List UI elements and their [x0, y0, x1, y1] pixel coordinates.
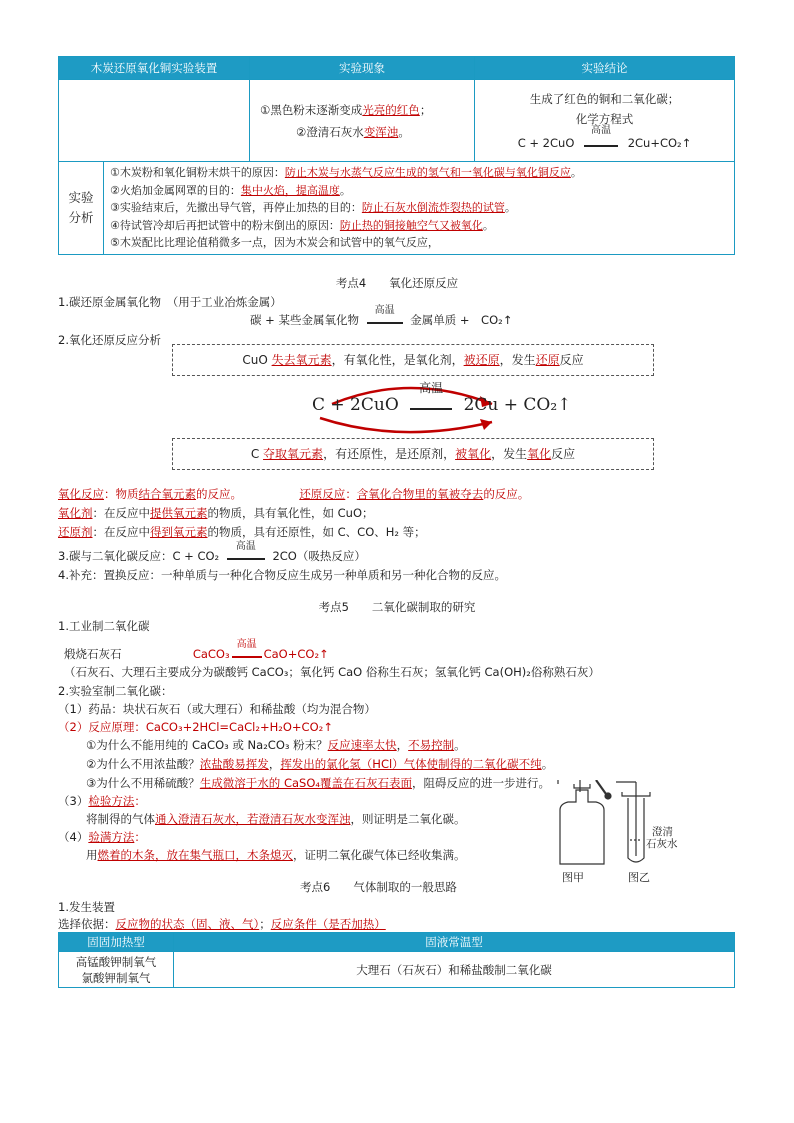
solid-liquid-cell: 大理石（石灰石）和稀盐酸制二氧化碳 [174, 952, 735, 988]
analysis-item: ④待试管冷却后再把试管中的粉末倒出的原因：防止热的铜接触空气又被氧化。 [110, 218, 494, 232]
fig2-label-line2: 石灰水 [646, 838, 678, 850]
header-phenomena: 实验现象 [250, 57, 475, 80]
kp6-s1: 1.发生装置 [58, 900, 115, 914]
def-oxidant: 氧化剂：在反应中提供氧元素的物质，具有氧化性，如 CuO； [58, 506, 374, 520]
fig2-label [646, 826, 678, 850]
kp4-s1-equation: 碳 + 某些金属氧化物 高温 金属单质 + CO₂↑ [250, 305, 513, 327]
kp4-s2: 2.氧化还原反应分析 [58, 333, 161, 347]
kp5-s3: （3）检验方法： [58, 794, 146, 808]
test-tube-figure [616, 782, 650, 862]
kclo3-oxygen: 氯酸钾制氧气 [81, 970, 151, 985]
header-conclusion: 实验结论 [475, 57, 735, 80]
kp5-title: 考点5 二氧化碳制取的研究 [318, 600, 476, 614]
analysis-item: ③实验结束后，先撤出导气管，再停止加热的目的：防止石灰水倒流炸裂热的试管。 [110, 201, 516, 214]
redox-equation: C + 2CuO 高温 2Cu + CO₂↑ [312, 381, 572, 415]
fig2-caption: 图乙 [628, 871, 650, 884]
def-reductant: 还原剂：在反应中得到氧元素的物质，具有还原性，如 C、CO、H₂ 等； [58, 525, 426, 539]
analysis-row [59, 162, 735, 255]
experiment-table [58, 56, 735, 255]
apparatus-cell [59, 80, 250, 162]
kp5-q1: ①为什么不能用纯的 CaCO₃ 或 Na₂CO₃ 粉末？反应速率太快，不易控制。 [86, 738, 466, 752]
kp4-s1: 1.碳还原金属氧化物 （用于工业冶炼金属） [58, 295, 282, 309]
kmno4-oxygen: 高锰酸钾制氧气 [75, 954, 157, 969]
kp4-s3: 3.碳与二氧化碳反应：C + CO₂ 高温 2CO（吸热反应） [58, 541, 366, 563]
kp5-s1a: 煅烧石灰石 CaCO₃ 高温 CaO+CO₂↑ [64, 639, 329, 661]
phenomenon-1: ①黑色粉末逐渐变成光亮的红色； [260, 102, 432, 117]
conclusion-cell [475, 80, 735, 162]
kp5-s4-text: 用燃着的木条，放在集气瓶口，木条熄灭，证明二氧化碳气体已经收集满。 [86, 848, 466, 862]
kp5-s4: （4）验满方法： [58, 830, 146, 844]
header-solid-heat: 固固加热型 [59, 933, 174, 952]
kp5-s2: 2.实验室制二氧化碳： [58, 684, 173, 698]
kp5-s2b: （2）反应原理：CaCO₃+2HCl=CaCl₂+H₂O+CO₂↑ [58, 720, 333, 734]
analysis-list [104, 162, 734, 254]
analysis-item: ①木炭粉和氧化铜粉末烘干的原因：防止木炭与水蒸气反应生成的氢气和一氧化碳与氧化铜反应。 [110, 166, 582, 179]
kp5-s3-text: 将制得的气体通入澄清石灰水，若澄清石灰水变浑浊，则证明是二氧化碳。 [86, 812, 466, 826]
kp4-title: 考点4 氧化还原反应 [335, 276, 459, 290]
kp6-title: 考点6 气体制取的一般思路 [300, 880, 457, 894]
kp5-s1b: （石灰石、大理石主要成分为碳酸钙 CaCO₃；氧化钙 CaO 俗称生石灰；氢氧化钙 Ca(OH)₂俗称熟石灰） [64, 665, 600, 679]
conclusion-line2: 化学方程式 [575, 111, 634, 126]
kp4-s4: 4.补充：置换反应：一种单质与一种化合物反应生成另一种单质和另一种化合物的反应。 [58, 568, 506, 582]
header-apparatus: 木炭还原氧化铜实验装置 [59, 57, 250, 80]
solid-heat-cell [59, 952, 174, 988]
def-oxidation: 氧化反应：物质结合氧元素的反应。 还原反应：含氧化合物里的氧被夺去的反应。 [58, 487, 530, 501]
reductant-box: C 夺取氧元素，有还原性，是还原剂，被氧化，发生氧化反应 [172, 438, 654, 470]
analysis-item: ②火焰加金属网罩的目的：集中火焰，提高温度。 [110, 183, 351, 197]
phenomenon-2: ②澄清石灰水变浑浊。 [296, 124, 410, 139]
kp5-s1: 1.工业制二氧化碳 [58, 619, 150, 633]
header-solid-liquid: 固液常温型 [174, 933, 735, 952]
kp5-q2: ②为什么不用浓盐酸？浓盐酸易挥发，挥发出的氯化氢（HCl）气体使制得的二氧化碳不纯。 [86, 757, 554, 771]
conclusion-equation: C + 2CuO 高温 2Cu+CO₂↑ [517, 124, 692, 150]
kp5-s2a: （1）药品：块状石灰石（或大理石）和稀盐酸（均为混合物） [58, 702, 376, 716]
gas-bottle-figure [558, 780, 611, 864]
kp6-s2: 选择依据：反应物的状态（固、液、气）；反应条件（是否加热） [58, 917, 386, 931]
oxidation-arrow [320, 418, 492, 432]
analysis-item: ⑤木炭配比比理论值稍微多一点，因为木炭会和试管中的氧气反应， [110, 236, 439, 249]
fig1-caption: 图甲 [562, 871, 584, 884]
apparatus-figures [552, 780, 724, 866]
oxidant-box: CuO 失去氧元素，有氧化性，是氧化剂，被还原，发生还原反应 [172, 344, 654, 376]
analysis-label: 实验分析 [59, 162, 104, 254]
phenomena-cell [250, 80, 475, 162]
device-table [58, 932, 735, 988]
conclusion-line1: 生成了红色的铜和二氧化碳； [529, 91, 680, 106]
kp5-q3: ③为什么不用稀硫酸？生成微溶于水的 CaSO₄覆盖在石灰石表面，阻碍反应的进一步进行。 [86, 776, 551, 790]
fig2-label-line1: 澄清 [652, 826, 673, 838]
